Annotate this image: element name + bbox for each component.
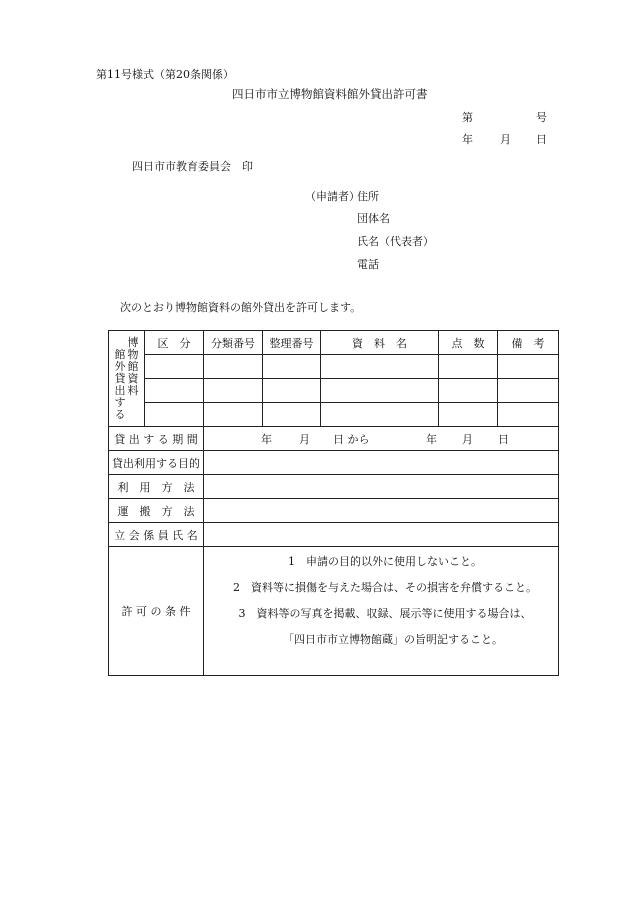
material-row-2: [109, 379, 559, 403]
cell-remarks[interactable]: [498, 403, 559, 427]
cell-category[interactable]: [145, 355, 204, 379]
applicant-address-label: 住所: [357, 190, 379, 203]
applicant-phone-label: 電話: [357, 258, 379, 271]
materials-side-label: [109, 331, 145, 427]
usage-label: 利 用 方 法: [109, 475, 204, 499]
period-end-day: 日: [498, 433, 509, 446]
header-remarks: 備 考: [498, 331, 559, 355]
header-classification-no: 分類番号: [204, 331, 263, 355]
header-material-name: 資 料 名: [321, 331, 439, 355]
cell-material-name[interactable]: [321, 355, 439, 379]
cell-remarks[interactable]: [498, 355, 559, 379]
material-row-1: [109, 355, 559, 379]
doc-no-dai: 第: [462, 111, 473, 124]
cell-classification-no[interactable]: [204, 379, 263, 403]
cell-material-name[interactable]: [321, 403, 439, 427]
period-value[interactable]: [204, 427, 559, 451]
condition-3-cont: 「四日市市立博物館蔵」の旨明記すること。: [283, 633, 503, 646]
header-category: 区 分: [145, 331, 204, 355]
period-label: 貸 出 す る 期 間: [109, 427, 204, 451]
transport-label: 運 搬 方 法: [109, 499, 204, 523]
date-year: 年: [462, 133, 473, 146]
doc-no-go: 号: [536, 111, 547, 124]
applicant-group-label: 団体名: [357, 212, 390, 225]
usage-value[interactable]: [204, 475, 559, 499]
period-start-month: 月: [299, 433, 310, 446]
period-end-month: 月: [462, 433, 473, 446]
loan-permit-table: [108, 330, 559, 676]
date-month: 月: [500, 133, 511, 146]
cell-category[interactable]: [145, 403, 204, 427]
cell-quantity[interactable]: [439, 355, 498, 379]
material-row-3: [109, 403, 559, 427]
period-start-year: 年: [261, 433, 272, 446]
condition-1: 1 申請の目的以外に使用しないこと。: [288, 555, 482, 568]
cell-material-name[interactable]: [321, 379, 439, 403]
purpose-value[interactable]: [204, 451, 559, 475]
condition-2: 2 資料等に損傷を与えた場合は、その損害を弁償すること。: [233, 581, 537, 594]
applicant-name-label: 氏名（代表者）: [357, 235, 434, 248]
condition-3: 3 資料等の写真を掲載、収録、展示等に使用する場合は、: [238, 607, 532, 620]
cell-classification-no[interactable]: [204, 403, 263, 427]
cell-quantity[interactable]: [439, 403, 498, 427]
cell-registration-no[interactable]: [263, 379, 321, 403]
staff-label: 立 会 係 員 氏 名: [109, 523, 204, 547]
purpose-label: 貸出利用する目的: [109, 451, 204, 475]
cell-category[interactable]: [145, 379, 204, 403]
cell-quantity[interactable]: [439, 379, 498, 403]
side-label-col2: 博 物 館 資 料: [127, 335, 139, 397]
form-number: 第11号様式（第20条関係）: [96, 68, 234, 81]
conditions-box: [204, 547, 559, 676]
period-end-year: 年: [426, 433, 437, 446]
conditions-label: 許 可 の 条 件: [109, 547, 204, 676]
cell-registration-no[interactable]: [263, 355, 321, 379]
cell-registration-no[interactable]: [263, 403, 321, 427]
transport-value[interactable]: [204, 499, 559, 523]
header-registration-no: 整理番号: [263, 331, 321, 355]
header-quantity: 点 数: [439, 331, 498, 355]
date-day: 日: [536, 133, 547, 146]
permission-statement: 次のとおり博物館資料の館外貸出を許可します。: [120, 301, 362, 314]
cell-classification-no[interactable]: [204, 355, 263, 379]
staff-value[interactable]: [204, 523, 559, 547]
document-title: 四日市市立博物館資料館外貸出許可書: [232, 87, 428, 101]
applicant-label: （申請者）: [305, 190, 360, 203]
period-start-day: 日 から: [333, 433, 370, 446]
issuer: 四日市市教育委員会 印: [132, 160, 253, 173]
cell-remarks[interactable]: [498, 379, 559, 403]
side-label-col1: 館 外 貸 出 す る: [114, 347, 126, 421]
